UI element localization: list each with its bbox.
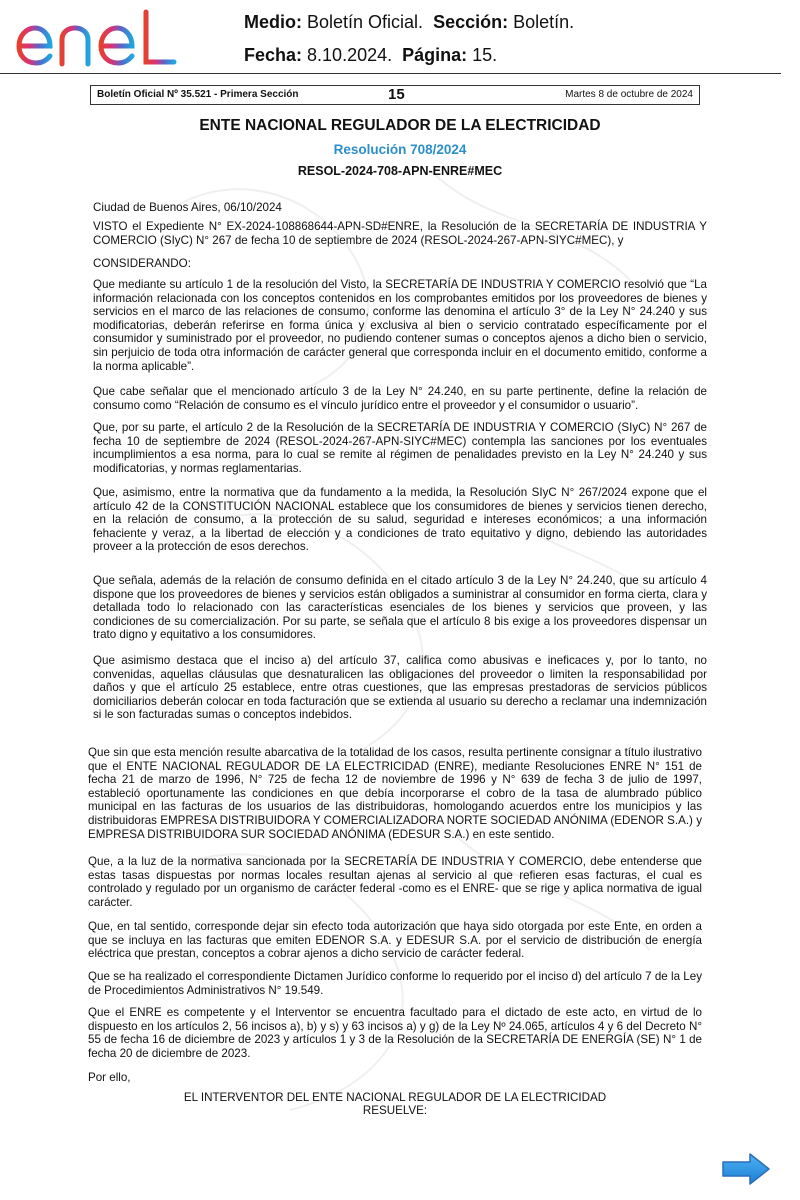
- gazette-date: Martes 8 de octubre de 2024: [565, 89, 693, 100]
- gazette-header: [90, 85, 700, 105]
- paragraph-considerando: CONSIDERANDO:: [93, 257, 191, 270]
- fecha-label: Fecha:: [244, 45, 303, 65]
- paragraph-visto: VISTO el Expediente N° EX-2024-108868644-APN-SD#ENRE, la Resolución de la SECRETARÍA DE INDUSTRIA Y COMERCIO (SIyC) N° 267 de fecha 10 de septiembre de 2024 (RESOL-2024-267-APN-SIYC#MEC), y: [93, 220, 707, 247]
- resolution-title: Resolución 708/2024: [333, 142, 467, 157]
- paragraph: Que el ENRE es competente y el Interventor se encuentra facultado para el dictado de este acto, en virtud de lo dispuesto en los artículos 2, 56 incisos a), b) y s) y 63 incisos a) y g) de la Ley Nº 24.065, artículos 4 y 6 del Decreto N° 55 de fecha 16 de diciembre de 2023 y artículos 1 y 3 de la Resolución de la SECRETARÍA DE ENERGÍA (SE) N° 1 de fecha 20 de diciembre de 2023.: [88, 1006, 702, 1060]
- next-page-arrow-icon[interactable]: [720, 1151, 772, 1187]
- closing-resuelve: RESUELVE:: [362, 1104, 428, 1117]
- paragraph: Que, a la luz de la normativa sancionada por la SECRETARÍA DE INDUSTRIA Y COMERCIO, debe entenderse que estas tasas dispuestas por normas locales resultan ajenas al servicio al que refieren esas facturas, el cual es controlado y regulado por un organismo de carácter federal -como es el ENRE- que se rige y aplica normativa de igual carácter.: [88, 855, 702, 909]
- medio-label: Medio:: [244, 12, 302, 32]
- enel-logo: [14, 8, 184, 70]
- medio-value: Boletín Oficial.: [302, 12, 424, 32]
- paragraph: Que, por su parte, el artículo 2 de la Resolución de la SECRETARÍA DE INDUSTRIA Y COMERCIO (SIyC) N° 267 de fecha 10 de septiembre de 2024 (RESOL-2024-267-APN-SIYC#MEC) contempla las sanciones por los eventuales incumplimientos a esa norma, para lo cual se remite al régimen de penalidades previsto en la Ley N° 24.240 y sus modificatorias, y normas reglamentarias.: [93, 421, 707, 475]
- paragraph: Que señala, además de la relación de consumo definida en el citado artículo 3 de la Ley N° 24.240, que su artículo 4 dispone que los proveedores de bienes y servicios están obligados a suministrar al consumidor en forma cierta, clara y detallada todo lo relacionado con las características esenciales de los bienes y servicios que proveen, y las condiciones de su comercialización. Por su parte, se señala que el artículo 8 bis exige a los proveedores dispensar un trato digno y equitativo a los consumidores.: [93, 574, 707, 642]
- gazette-page-number: 15: [388, 86, 405, 103]
- header-line-2: [244, 45, 497, 66]
- paragraph: Que se ha realizado el correspondiente Dictamen Jurídico conforme lo requerido por el inciso d) del artículo 7 de la Ley de Procedimientos Administrativos N° 19.549.: [88, 970, 702, 997]
- closing-authority: EL INTERVENTOR DEL ENTE NACIONAL REGULADOR DE LA ELECTRICIDAD: [183, 1091, 607, 1104]
- paragraph: Que cabe señalar que el mencionado artículo 3 de la Ley N° 24.240, en su parte pertinente, define la relación de consumo como “Relación de consumo es el vínculo jurídico entre el proveedor y el consumidor o usuario”.: [93, 385, 707, 412]
- entity-title: ENTE NACIONAL REGULADOR DE LA ELECTRICIDAD: [199, 117, 601, 134]
- gazette-section: Primera Sección: [220, 89, 299, 100]
- seccion-label: Sección:: [433, 12, 509, 32]
- pagina-value: 15.: [467, 45, 498, 65]
- seccion-value: Boletín.: [508, 12, 575, 32]
- city-date: Ciudad de Buenos Aires, 06/10/2024: [93, 201, 282, 214]
- paragraph: Que mediante su artículo 1 de la resolución del Visto, la SECRETARÍA DE INDUSTRIA Y COMERCIO resolvió que “La información relacionada con los conceptos contenidos en los comprobantes emitidos por los proveedores de bienes y servicios en el marco de las relaciones de consumo, conforme las denomina el artículo 3° de la Ley N° 24.240 y sus modificatorias, deberán referirse en forma única y exclusiva al bien o servicio contratado específicamente por el consumidor y suministrado por el proveedor, no pudiendo contener sumas o conceptos ajenos a dicho bien o servicio, sin perjuicio de toda otra información de carácter general que corresponda incluir en el documento emitido, conforme a la norma aplicable”.: [93, 278, 707, 373]
- paragraph: Que, asimismo, entre la normativa que da fundamento a la medida, la Resolución SIyC N° 267/2024 expone que el artículo 42 de la CONSTITUCIÓN NACIONAL establece que los consumidores de bienes y servicios tienen derecho, en la relación de consumo, a la protección de su salud, seguridad e intereses económicos; a una información fehaciente y veraz, a la libertad de elección y a condiciones de trato equitativo y digno, debiendo las autoridades proveer a la protección de esos derechos.: [93, 486, 707, 554]
- paragraph: Que asimismo destaca que el inciso a) del artículo 37, califica como abusivas e ineficaces y, por lo tanto, no convenidas, aquellas cláusulas que desnaturalicen las obligaciones del proveedor o limiten la responsabilidad por daños y que el artículo 25 establece, entre otras cuestiones, que las empresas prestadoras de servicios públicos domiciliarios deberán colocar en toda facturación que se extienda al usuario su derecho a reclamar una indemnización si le son facturadas sumas o conceptos indebidos.: [93, 654, 707, 722]
- pagina-label: Página:: [402, 45, 468, 65]
- paragraph: Que sin que esta mención resulte abarcativa de la totalidad de los casos, resulta pertinente consignar a título ilustrativo que el ENTE NACIONAL REGULADOR DE LA ELECTRICIDAD (ENRE), mediante Resoluciones ENRE N° 151 de fecha 21 de marzo de 1996, N° 725 de fecha 12 de noviembre de 1996 y N° 639 de fecha 3 de julio de 1997, estableció oportunamente las condiciones en que debía incorporarse el cobro de la tasa de alumbrado público municipal en las facturas de los usuarios de las distribuidoras, homologando acuerdos entre los municipios y las distribuidoras EMPRESA DISTRIBUIDORA Y COMERCIALIZADORA NORTE SOCIEDAD ANÓNIMA (EDENOR S.A.) y EMPRESA DISTRIBUIDORA SUR SOCIEDAD ANÓNIMA (EDESUR S.A.) en este sentido.: [88, 746, 702, 841]
- paragraph-por-ello: Por ello,: [88, 1071, 131, 1084]
- header-divider: [0, 73, 781, 74]
- fecha-value: 8.10.2024.: [302, 45, 393, 65]
- header-line-1: [244, 12, 574, 33]
- paragraph: Que, en tal sentido, corresponde dejar sin efecto toda autorización que haya sido otorgada por este Ente, en orden a que se incluya en las facturas que emiten EDENOR S.A. y EDESUR S.A. por el servicio de distribución de energía eléctrica que prestan, conceptos a cobrar ajenos a dicho servicio de carácter federal.: [88, 920, 702, 961]
- gazette-issue: Boletín Oficial Nº 35.521 - Primera Sección: [97, 89, 299, 100]
- resolution-code: RESOL-2024-708-APN-ENRE#MEC: [297, 164, 503, 178]
